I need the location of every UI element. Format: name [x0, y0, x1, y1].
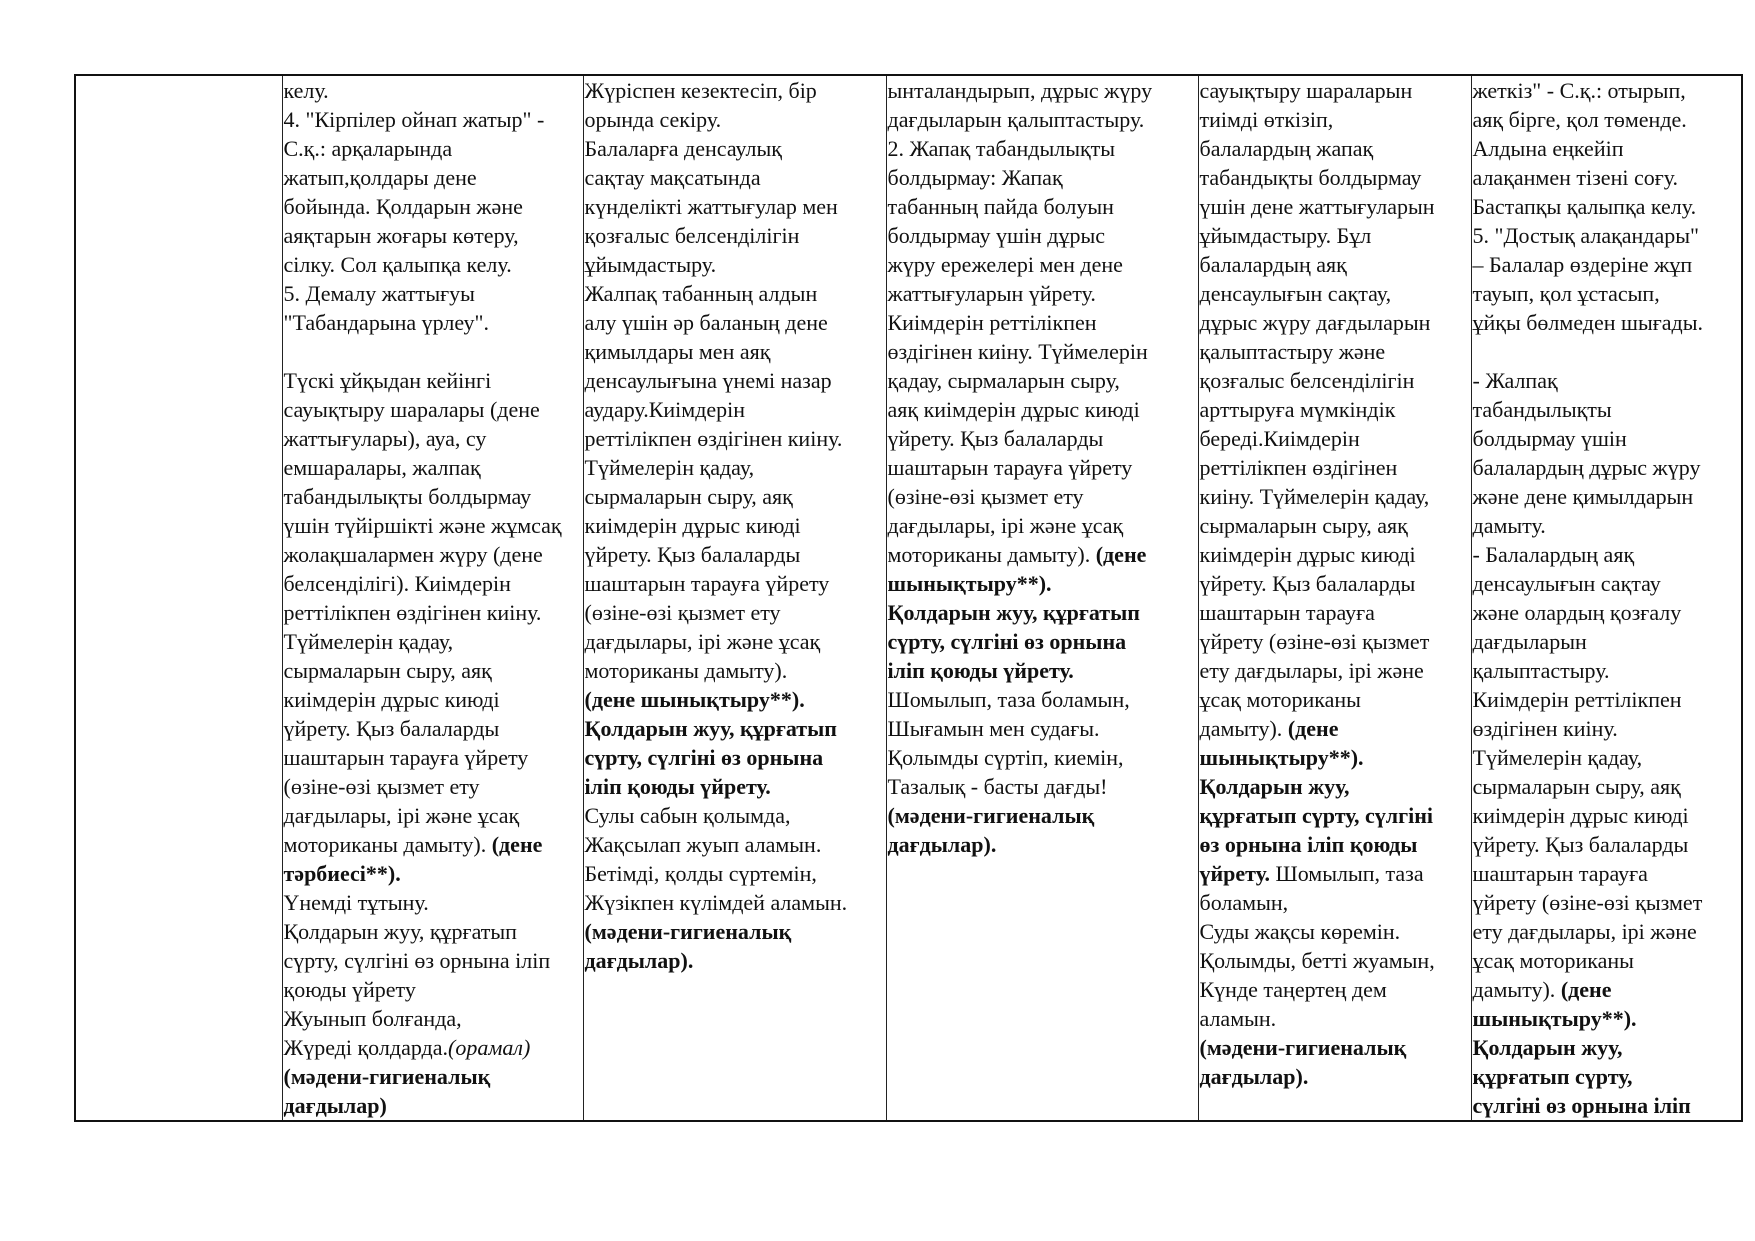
text-line: іліп қоюды үйрету. — [887, 658, 1074, 683]
text-line: сүрту, сүлгіні өз орнына іліп — [283, 948, 551, 973]
text-line: сүрту, сүлгіні өз орнына — [887, 629, 1127, 654]
text-line — [1200, 714, 1470, 743]
text-line: келу. — [283, 78, 329, 103]
text-line: шаштарын тарауға үйрету — [584, 571, 830, 596]
text-line — [284, 1033, 582, 1062]
text-line: құрғатып сүрту, сүлгіні — [1199, 803, 1434, 828]
text-line: болдырмау үшін — [1472, 426, 1627, 451]
text-line: іліп қоюды үйрету. — [584, 774, 771, 799]
text-line: (өзіне-өзі қызмет ету — [283, 774, 480, 799]
text-line: арттыруға мүмкіндік — [1199, 397, 1396, 422]
text-line: үйрету. Қыз балаларды — [1199, 571, 1416, 596]
text-line: бойында. Қолдарын және — [283, 194, 523, 219]
text-run: моториканы дамыту). — [283, 832, 492, 857]
text-line: 5. Демалу жаттығуы — [283, 281, 475, 306]
text-line: балалардың аяқ — [1199, 252, 1347, 277]
text-line: (мәдени-гигиеналық — [283, 1064, 491, 1089]
text-line: Жуынып болғанда, — [283, 1006, 462, 1031]
text-line: үшін түйіршікті және жұмсақ — [283, 513, 562, 538]
text-line: алақанмен тізені соғу. — [1472, 165, 1679, 190]
text-line: үйрету. Қыз балаларды — [1472, 832, 1689, 857]
text-line: боламын, — [1199, 890, 1289, 915]
text-line: (өзіне-өзі қызмет ету — [887, 484, 1084, 509]
text-line: денсаулығына үнемі назар — [584, 368, 832, 393]
table-row — [75, 75, 1742, 1121]
text-line: Шомылып, таза боламын, — [887, 687, 1130, 712]
table-cell-col1 — [282, 75, 583, 1121]
text-line: өздігінен киіну. Түймелерін — [887, 339, 1148, 364]
text-line: – Балалар өздеріне жұп — [1472, 252, 1693, 277]
text-line: (мәдени-гигиеналық — [1199, 1035, 1407, 1060]
text-line: алу үшін әр баланың дене — [584, 310, 828, 335]
text-line: аяқ киімдерін дұрыс киюді — [887, 397, 1140, 422]
text-line: (мәдени-гигиеналық — [887, 803, 1095, 828]
text-line: шынықтыру**). — [1472, 1006, 1637, 1031]
text-line: дағдылары, ірі және ұсақ — [283, 803, 520, 828]
text-line: Түймелерін қадау, — [1472, 745, 1643, 770]
text-run: (дене — [1560, 977, 1612, 1002]
text-line: аяқтарын жоғары көтеру, — [283, 223, 519, 248]
table-cell-col5 — [1471, 75, 1742, 1121]
text-line: сырмаларын сыру, аяқ — [1472, 774, 1681, 799]
text-line: сауықтыру шаралары (дене — [283, 397, 540, 422]
text-line — [1200, 859, 1470, 888]
text-line: қалыптастыру. — [1472, 658, 1610, 683]
text-line: жаттығуларын үйрету. — [887, 281, 1096, 306]
text-line: үйрету (өзіне-өзі қызмет — [1199, 629, 1430, 654]
text-line: реттілікпен өздігінен киіну. — [584, 426, 843, 451]
text-line: аламын. — [1199, 1006, 1277, 1031]
text-line: "Табандарына үрлеу". — [283, 310, 490, 335]
text-line: ұсақ моториканы — [1199, 687, 1361, 712]
text-line: шаштарын тарауға үйрету — [887, 455, 1133, 480]
text-line: жатып,қолдары дене — [283, 165, 477, 190]
text-line: және дене қимылдарын — [1472, 484, 1694, 509]
text-line: реттілікпен өздігінен — [1199, 455, 1398, 480]
text-run: (орамал) — [448, 1035, 531, 1060]
text-line: киімдерін дұрыс киюді — [1199, 542, 1416, 567]
text-line: Алдына еңкейіп — [1472, 136, 1624, 161]
text-line: Қолымды сүртіп, киемін, — [887, 745, 1124, 770]
text-line: дағдылар). — [584, 948, 694, 973]
text-line: емшаралары, жалпақ — [283, 455, 481, 480]
text-line: (өзіне-өзі қызмет ету — [584, 600, 781, 625]
text-line: - Балалардың аяқ — [1472, 542, 1635, 567]
text-line: табандықты болдырмау — [1199, 165, 1422, 190]
text-line: Күнде таңертең дем — [1199, 977, 1387, 1002]
text-line: киімдерін дұрыс киюді — [584, 513, 801, 538]
text-line: балалардың дұрыс жүру — [1472, 455, 1701, 480]
text-run: моториканы дамыту). — [887, 542, 1096, 567]
table-cell-empty — [75, 75, 282, 1121]
text-line — [1473, 975, 1741, 1004]
text-run: (дене — [491, 832, 543, 857]
text-line: Үнемді тұтыну. — [283, 890, 429, 915]
text-run: дамыту). — [1199, 716, 1288, 741]
text-line: сақтау мақсатында — [584, 165, 761, 190]
text-line: береді.Киімдерін — [1199, 426, 1360, 451]
text-line: ету дағдылары, ірі және — [1199, 658, 1424, 683]
text-line: өздігінен киіну. — [1472, 716, 1618, 741]
text-line: болдырмау: Жапақ — [887, 165, 1063, 190]
text-line: аудару.Киімдерін — [584, 397, 746, 422]
text-line: үшін дене жаттығуларын — [1199, 194, 1435, 219]
text-line: Түймелерін қадау, — [283, 629, 454, 654]
text-line: сырмаларын сыру, аяқ — [1199, 513, 1408, 538]
text-run: Жүреді қолдарда. — [283, 1035, 448, 1060]
text-line: және олардың қозғалу — [1472, 600, 1682, 625]
text-line: дағдылары, ірі және ұсақ — [887, 513, 1124, 538]
text-line: ынталандырып, дұрыс жүру — [887, 78, 1153, 103]
text-line: Бетімді, қолды сүртемін, — [584, 861, 817, 886]
text-line: үйрету. Қыз балаларды — [584, 542, 801, 567]
text-line: дағдыларын қалыптастыру. — [887, 107, 1145, 132]
table-cell-col4 — [1198, 75, 1471, 1121]
text-line: Шығамын мен судағы. — [887, 716, 1100, 741]
text-line: табандылықты болдырмау — [283, 484, 532, 509]
text-line: дағдылары, ірі және ұсақ — [584, 629, 821, 654]
text-line: реттілікпен өздігінен киіну. — [283, 600, 542, 625]
text-line: Жақсылап жуып аламын. — [584, 832, 822, 857]
text-line: қозғалыс белсенділігін — [584, 223, 800, 248]
text-line: жеткіз" - С.қ.: отырып, — [1472, 78, 1686, 103]
text-line: Түскі ұйқыдан кейінгі — [283, 368, 492, 393]
text-line: Киімдерін реттілікпен — [887, 310, 1097, 335]
text-run: үйрету. — [1199, 861, 1270, 886]
text-line: ұйымдастыру. Бұл — [1199, 223, 1372, 248]
text-line: тауып, қол ұстасып, — [1472, 281, 1660, 306]
text-run: дамыту). — [1472, 977, 1561, 1002]
text-line: жаттығулары), ауа, су — [283, 426, 487, 451]
text-line: моториканы дамыту). — [584, 658, 788, 683]
text-line: шаштарын тарауға үйрету — [283, 745, 529, 770]
text-line: жолақшалармен жүру (дене — [283, 542, 543, 567]
text-line: ұсақ моториканы — [1472, 948, 1634, 973]
text-line: қалыптастыру және — [1199, 339, 1386, 364]
table-cell-col2 — [583, 75, 886, 1121]
text-line: киіну. Түймелерін қадау, — [1199, 484, 1430, 509]
text-line: балалардың жапақ — [1199, 136, 1374, 161]
text-line: тиімді өткізіп, — [1199, 107, 1334, 132]
text-line: қозғалыс белсенділігін — [1199, 368, 1415, 393]
text-line: шаштарын тарауға — [1199, 600, 1375, 625]
text-line: дағдылар). — [1199, 1064, 1309, 1089]
text-line: Қолдарын жуу, құрғатып — [887, 600, 1140, 625]
text-line: сауықтыру шараларын — [1199, 78, 1413, 103]
text-line: ету дағдылары, ірі және — [1472, 919, 1697, 944]
text-line: сырмаларын сыру, аяқ — [584, 484, 793, 509]
text-line: табанның пайда болуын — [887, 194, 1114, 219]
text-line: аяқ бірге, қол төменде. — [1472, 107, 1687, 132]
text-line: орында секіру. — [584, 107, 722, 132]
text-line: үйрету. Қыз балаларды — [887, 426, 1104, 451]
text-line: үйрету (өзіне-өзі қызмет — [1472, 890, 1703, 915]
text-line: құрғатып сүрту, — [1472, 1064, 1633, 1089]
text-line: денсаулығын сақтау — [1472, 571, 1661, 596]
text-line: 4. "Кірпілер ойнап жатыр" - — [283, 107, 545, 132]
text-line: Киімдерін реттілікпен — [1472, 687, 1682, 712]
text-line: дағдылар) — [283, 1093, 387, 1118]
text-line: Қолдарын жуу, құрғатып — [584, 716, 837, 741]
text-line: сүрту, сүлгіні өз орнына — [584, 745, 824, 770]
text-line: киімдерін дұрыс киюді — [1472, 803, 1689, 828]
text-line — [1473, 337, 1741, 366]
text-line: Қолдарын жуу, — [1472, 1035, 1623, 1060]
text-line: болдырмау үшін дұрыс — [887, 223, 1106, 248]
table-cell-col3 — [886, 75, 1198, 1121]
text-line: күнделікті жаттығулар мен — [584, 194, 838, 219]
text-line: жүру ережелері мен дене — [887, 252, 1123, 277]
text-line: қадау, сырмаларын сыру, — [887, 368, 1120, 393]
text-line: шынықтыру**). — [1199, 745, 1364, 770]
text-line — [888, 540, 1197, 569]
text-line: Қолдарын жуу, — [1199, 774, 1350, 799]
text-line: - Жалпақ — [1472, 368, 1558, 393]
text-line: киімдерін дұрыс киюді — [283, 687, 500, 712]
text-line: денсаулығын сақтау, — [1199, 281, 1392, 306]
text-line — [284, 830, 582, 859]
text-line: (мәдени-гигиеналық — [584, 919, 792, 944]
text-line: тәрбиесі**). — [283, 861, 401, 886]
text-run: (дене — [1095, 542, 1147, 567]
text-line: С.қ.: арқаларында — [283, 136, 453, 161]
text-line: Бастапқы қалыпқа келу. — [1472, 194, 1697, 219]
text-line: Қолдарын жуу, құрғатып — [283, 919, 517, 944]
text-line: Жүзікпен күлімдей аламын. — [584, 890, 848, 915]
text-line: Сулы сабын қолымда, — [584, 803, 791, 828]
text-line: қимылдары мен аяқ — [584, 339, 771, 364]
text-line: Түймелерін қадау, — [584, 455, 755, 480]
text-line: Тазалық - басты дағды! — [887, 774, 1108, 799]
text-line: сілку. Сол қалыпқа келу. — [283, 252, 512, 277]
text-line: шынықтыру**). — [887, 571, 1052, 596]
text-line — [284, 337, 582, 366]
text-line: үйрету. Қыз балаларды — [283, 716, 500, 741]
text-run: Шомылып, таза — [1270, 861, 1424, 886]
text-line: шаштарын тарауға — [1472, 861, 1648, 886]
text-line: 5. "Достық алақандары" — [1472, 223, 1700, 248]
text-line: сырмаларын сыру, аяқ — [283, 658, 492, 683]
plan-table — [74, 74, 1743, 1122]
text-line: ұйқы бөлмеден шығады. — [1472, 310, 1704, 335]
text-line: 2. Жапақ табандылықты — [887, 136, 1116, 161]
text-line: белсенділігі). Киімдерін — [283, 571, 511, 596]
text-line: қоюды үйрету — [283, 977, 416, 1002]
text-line: дұрыс жүру дағдыларын — [1199, 310, 1431, 335]
text-line: Суды жақсы көремін. — [1199, 919, 1401, 944]
text-line: сүлгіні өз орнына іліп — [1472, 1093, 1691, 1118]
text-line: дағдылар). — [887, 832, 997, 857]
text-line: дамыту. — [1472, 513, 1546, 538]
text-line: дағдыларын — [1472, 629, 1587, 654]
text-line: Қолымды, бетті жуамын, — [1199, 948, 1435, 973]
text-line: Жүріспен кезектесіп, бір — [584, 78, 817, 103]
text-run: (дене — [1287, 716, 1339, 741]
text-line: табандылықты — [1472, 397, 1612, 422]
text-line: (дене шынықтыру**). — [584, 687, 805, 712]
text-line: ұйымдастыру. — [584, 252, 717, 277]
text-line: өз орнына іліп қоюды — [1199, 832, 1418, 857]
text-line: Балаларға денсаулық — [584, 136, 782, 161]
text-line: Жалпақ табанның алдын — [584, 281, 818, 306]
